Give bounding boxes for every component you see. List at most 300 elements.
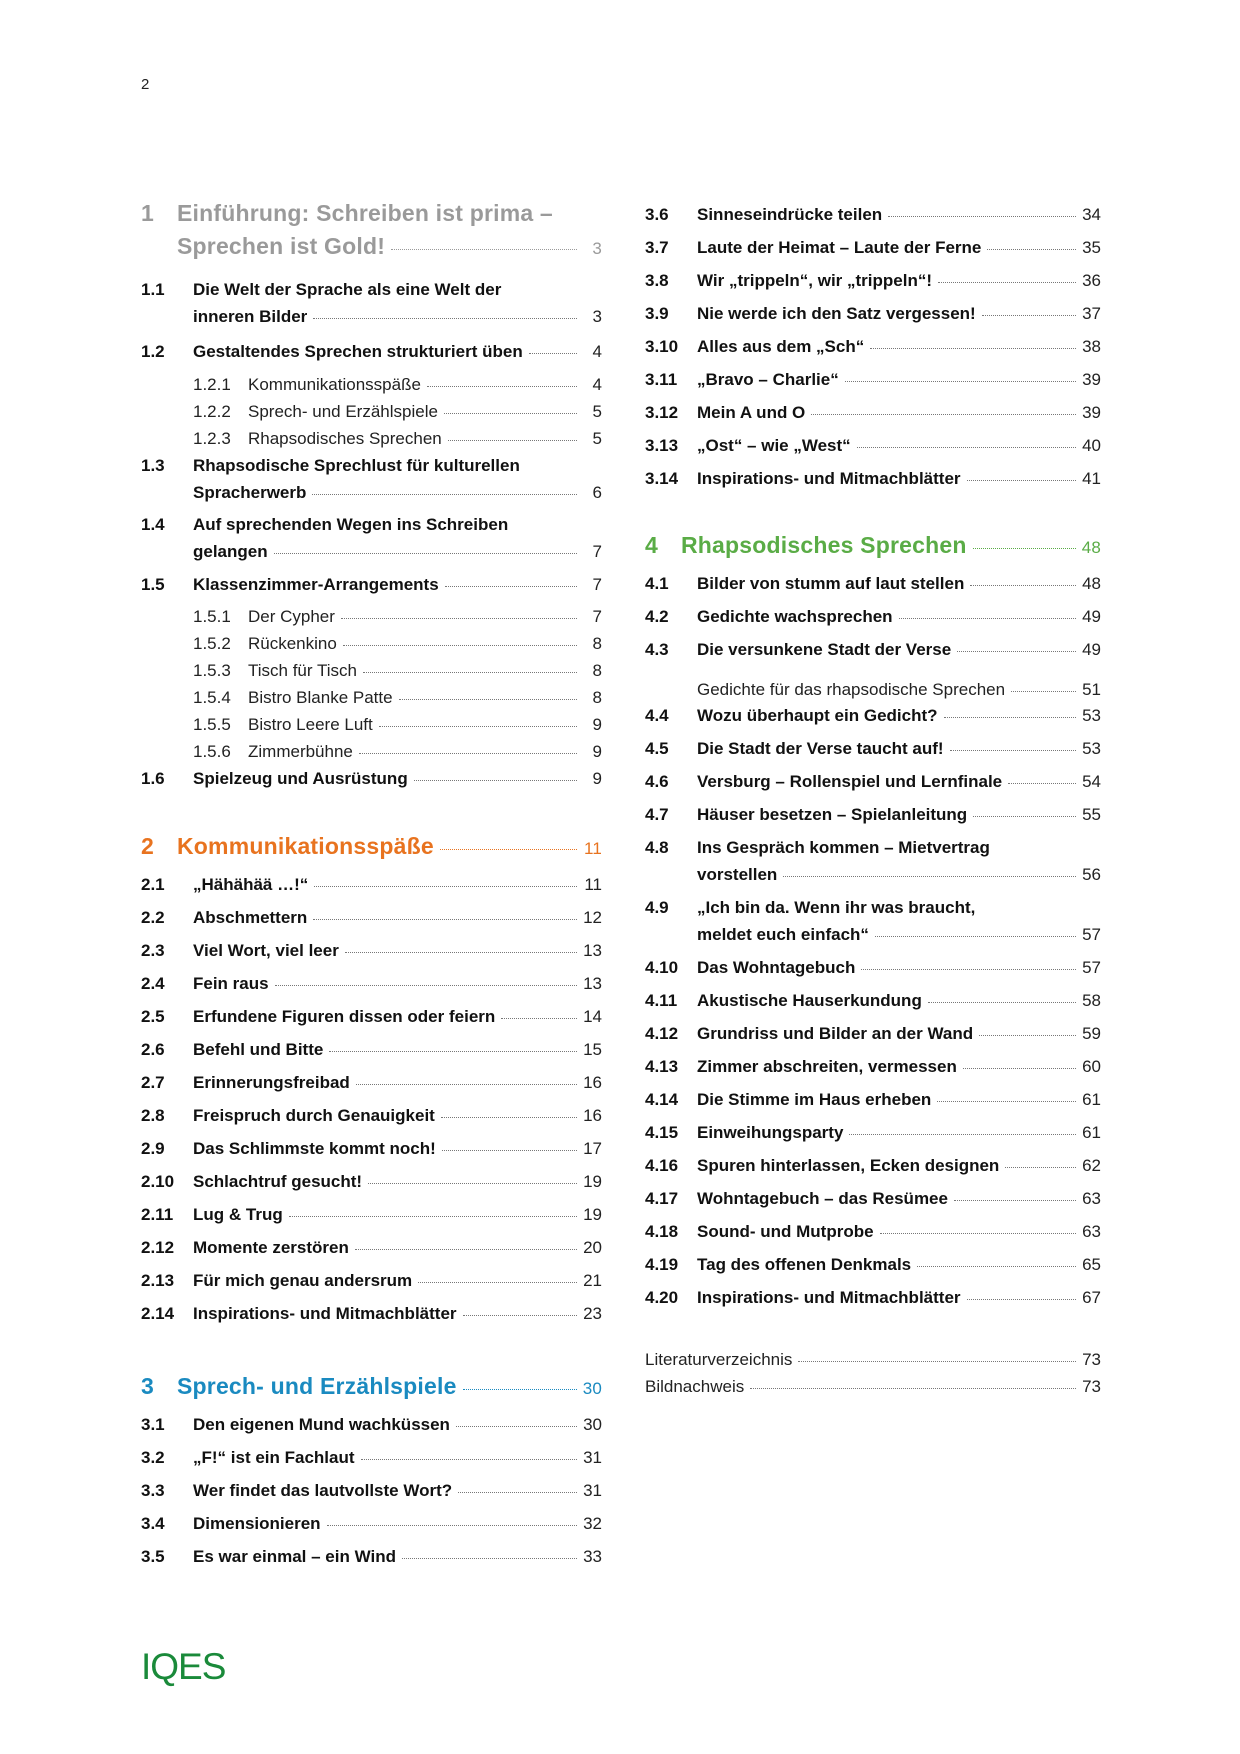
entry-title: „Ich bin da. Wenn ihr was braucht, — [697, 898, 976, 917]
entry-title: Wir „trippeln“, wir „trippeln“! — [697, 271, 933, 290]
toc-entry[interactable] — [645, 574, 1101, 594]
toc-entry[interactable] — [141, 1238, 602, 1258]
toc-entry[interactable] — [645, 991, 1101, 1011]
page-reference: 9 — [592, 769, 602, 788]
entry-title: gelangen — [193, 542, 268, 561]
toc-entry[interactable] — [645, 1288, 1101, 1308]
dot-leader — [967, 1299, 1076, 1300]
entry-number: 4.15 — [645, 1123, 679, 1142]
entry-number: 3 — [141, 1373, 154, 1399]
dot-leader — [967, 480, 1076, 481]
toc-entry[interactable] — [645, 403, 1101, 423]
entry-number: 4.10 — [645, 958, 679, 977]
toc-entry[interactable] — [141, 515, 602, 562]
page-reference: 53 — [1082, 739, 1101, 758]
toc-entry[interactable] — [645, 205, 1101, 225]
entry-number: 4.11 — [645, 991, 678, 1010]
page-reference: 5 — [592, 402, 602, 421]
entry-title: Schlachtruf gesucht! — [193, 1172, 363, 1191]
page-reference: 11 — [583, 839, 602, 858]
iqes-logo: IQES — [141, 1646, 226, 1687]
entry-number: 2.7 — [141, 1073, 165, 1092]
toc-entry[interactable] — [645, 680, 1101, 700]
entry-number: 4.13 — [645, 1057, 679, 1076]
dot-leader — [445, 586, 577, 587]
toc-entry[interactable] — [141, 908, 602, 928]
toc-entry[interactable] — [141, 974, 602, 994]
dot-leader — [798, 1361, 1076, 1362]
page-reference: 8 — [592, 688, 602, 707]
entry-title: Inspirations- und Mitmachblätter — [697, 469, 961, 488]
toc-entry[interactable] — [645, 805, 1101, 825]
entry-number: 3.9 — [645, 304, 669, 323]
toc-subsection-entry[interactable] — [141, 429, 602, 449]
page-reference: 51 — [1082, 680, 1101, 699]
entry-number: 4.7 — [645, 805, 669, 824]
dot-leader — [440, 849, 577, 850]
entry-title: Spielzeug und Ausrüstung — [193, 769, 408, 788]
page-reference: 63 — [1082, 1189, 1101, 1208]
toc-entry[interactable] — [141, 1172, 602, 1192]
dot-leader — [356, 1084, 577, 1085]
dot-leader — [456, 1426, 577, 1427]
entry-number: 1.4 — [141, 515, 165, 534]
entry-number: 2.6 — [141, 1040, 165, 1059]
entry-number: 3.5 — [141, 1547, 165, 1566]
toc-entry[interactable] — [645, 838, 1101, 885]
entry-number: 1.5 — [141, 575, 165, 594]
toc-entry[interactable] — [141, 1139, 602, 1159]
dot-leader — [355, 1249, 577, 1250]
toc-chapter-entry[interactable] — [645, 532, 1101, 559]
entry-title: Versburg – Rollenspiel und Lernfinale — [697, 772, 1003, 791]
dot-leader — [811, 414, 1076, 415]
entry-title: Gedichte wachsprechen — [697, 607, 893, 626]
entry-title: „Hähähää …!“ — [193, 875, 309, 894]
page-reference: 12 — [583, 908, 602, 927]
entry-number: 3.11 — [645, 370, 678, 389]
entry-title: Mein A und O — [697, 403, 806, 422]
dot-leader — [313, 919, 577, 920]
entry-number: 1.1 — [141, 280, 165, 299]
page-reference: 67 — [1082, 1288, 1101, 1307]
page-reference: 34 — [1082, 205, 1101, 224]
dot-leader — [1008, 783, 1076, 784]
toc-entry[interactable] — [645, 238, 1101, 258]
entry-title: Viel Wort, viel leer — [193, 941, 339, 960]
toc-entry[interactable] — [645, 337, 1101, 357]
toc-entry[interactable] — [645, 1350, 1101, 1370]
entry-title: „Ost“ – wie „West“ — [697, 436, 851, 455]
page-reference: 30 — [582, 1379, 602, 1398]
toc-entry[interactable] — [645, 706, 1101, 726]
page-reference: 57 — [1082, 958, 1101, 977]
dot-leader — [973, 548, 1076, 549]
entry-number: 4.8 — [645, 838, 669, 857]
entry-number: 3.7 — [645, 238, 669, 257]
page-reference: 73 — [1082, 1350, 1101, 1369]
toc-subsection-entry[interactable] — [141, 742, 602, 762]
page-reference: 39 — [1082, 370, 1101, 389]
entry-title: Kommunikationsspäße — [248, 375, 421, 394]
entry-title: Die Stadt der Verse taucht auf! — [697, 739, 944, 758]
entry-title: Tisch für Tisch — [248, 661, 357, 680]
entry-number: 3.12 — [645, 403, 679, 422]
entry-number: 4.4 — [645, 706, 669, 725]
dot-leader — [880, 1233, 1076, 1234]
entry-title: Es war einmal – ein Wind — [193, 1547, 396, 1566]
entry-title: Sinneseindrücke teilen — [697, 205, 883, 224]
toc-entry[interactable] — [645, 271, 1101, 291]
entry-number: 3.2 — [141, 1448, 165, 1467]
entry-number: 2.13 — [141, 1271, 175, 1290]
entry-title: Freispruch durch Genauigkeit — [193, 1106, 435, 1125]
page-reference: 49 — [1082, 640, 1101, 659]
toc-entry[interactable] — [141, 1304, 602, 1324]
toc-subsection-entry[interactable] — [141, 402, 602, 422]
page-reference: 73 — [1082, 1377, 1101, 1396]
entry-number: 1.5.2 — [193, 634, 231, 653]
dot-leader — [501, 1018, 577, 1019]
entry-number: 4.19 — [645, 1255, 679, 1274]
entry-number: 4.14 — [645, 1090, 679, 1109]
toc-entry[interactable] — [141, 342, 602, 362]
toc-entry[interactable] — [645, 1123, 1101, 1143]
entry-title: Sound- und Mutprobe — [697, 1222, 874, 1241]
toc-chapter-entry[interactable] — [141, 833, 602, 860]
entry-title: Lug & Trug — [193, 1205, 283, 1224]
page-reference: 5 — [592, 429, 602, 448]
entry-title: Ins Gespräch kommen – Mietvertrag — [697, 838, 990, 857]
toc-entry[interactable] — [141, 1514, 602, 1534]
entry-title: Rhapsodische Sprechlust für kulturellen — [193, 456, 520, 475]
toc-entry[interactable] — [645, 958, 1101, 978]
toc-entry[interactable] — [141, 1448, 602, 1468]
page-reference: 59 — [1082, 1024, 1101, 1043]
toc-entry[interactable] — [141, 575, 602, 595]
dot-leader — [463, 1389, 577, 1390]
dot-leader — [954, 1200, 1076, 1201]
entry-title: meldet euch einfach“ — [697, 925, 869, 944]
dot-leader — [414, 780, 577, 781]
toc-subsection-entry[interactable] — [141, 375, 602, 395]
entry-number: 3.6 — [645, 205, 669, 224]
toc-subsection-entry[interactable] — [141, 715, 602, 735]
entry-number: 3.10 — [645, 337, 679, 356]
entry-title: Grundriss und Bilder an der Wand — [697, 1024, 974, 1043]
entry-title: Spracherwerb — [193, 483, 307, 502]
entry-number: 3.8 — [645, 271, 669, 290]
entry-title: Sprech- und Erzählspiele — [177, 1373, 457, 1399]
entry-number: 4.6 — [645, 772, 669, 791]
entry-number: 2.1 — [141, 875, 165, 894]
page-reference: 3 — [592, 239, 602, 258]
entry-number: 3.13 — [645, 436, 679, 455]
entry-number: 4.2 — [645, 607, 669, 626]
entry-title: Einweihungsparty — [697, 1123, 844, 1142]
toc-entry[interactable] — [141, 875, 602, 895]
entry-title: Inspirations- und Mitmachblätter — [697, 1288, 961, 1307]
entry-number: 1.5.5 — [193, 715, 231, 734]
dot-leader — [391, 249, 577, 250]
dot-leader — [289, 1216, 577, 1217]
dot-leader — [979, 1035, 1076, 1036]
entry-number: 2.4 — [141, 974, 165, 993]
toc-entry[interactable] — [141, 1481, 602, 1501]
dot-leader — [938, 282, 1076, 283]
toc-subsection-entry[interactable] — [141, 661, 602, 681]
entry-title: Laute der Heimat – Laute der Ferne — [697, 238, 982, 257]
entry-number: 3.14 — [645, 469, 679, 488]
entry-number: 4 — [645, 532, 658, 558]
toc-entry[interactable] — [141, 1415, 602, 1435]
dot-leader — [870, 348, 1076, 349]
entry-title: Bistro Blanke Patte — [248, 688, 393, 707]
page-reference: 54 — [1082, 772, 1101, 791]
dot-leader — [973, 816, 1076, 817]
entry-title: Fein raus — [193, 974, 269, 993]
dot-leader — [368, 1183, 577, 1184]
page-reference: 3 — [592, 307, 602, 326]
dot-leader — [418, 1282, 577, 1283]
page-reference: 32 — [583, 1514, 602, 1533]
entry-number: 2.5 — [141, 1007, 165, 1026]
entry-number: 2.3 — [141, 941, 165, 960]
page-reference: 4 — [592, 375, 602, 394]
entry-title: Alles aus dem „Sch“ — [697, 337, 865, 356]
toc-entry[interactable] — [645, 1377, 1101, 1397]
dot-leader — [379, 726, 577, 727]
page-reference: 35 — [1082, 238, 1101, 257]
page-reference: 33 — [583, 1547, 602, 1566]
page-reference: 55 — [1082, 805, 1101, 824]
page-reference: 15 — [583, 1040, 602, 1059]
dot-leader — [427, 386, 577, 387]
entry-title: Der Cypher — [248, 607, 335, 626]
page-reference: 48 — [1082, 574, 1101, 593]
entry-number: 3.4 — [141, 1514, 165, 1533]
entry-title: Rückenkino — [248, 634, 337, 653]
entry-number: 4.9 — [645, 898, 669, 917]
entry-title: Akustische Hauserkundung — [697, 991, 922, 1010]
entry-number: 1.2 — [141, 342, 165, 361]
page-reference: 9 — [592, 715, 602, 734]
dot-leader — [343, 645, 577, 646]
dot-leader — [359, 753, 577, 754]
entry-title: „F!“ ist ein Fachlaut — [193, 1448, 355, 1467]
dot-leader — [327, 1525, 577, 1526]
dot-leader — [312, 494, 577, 495]
toc-entry[interactable] — [141, 456, 602, 503]
entry-title: Befehl und Bitte — [193, 1040, 324, 1059]
toc-entry[interactable] — [141, 1040, 602, 1060]
dot-leader — [275, 985, 577, 986]
entry-title: Sprech- und Erzählspiele — [248, 402, 438, 421]
dot-leader — [458, 1492, 577, 1493]
page-reference: 13 — [583, 941, 602, 960]
page-reference: 37 — [1082, 304, 1101, 323]
dot-leader — [463, 1315, 577, 1316]
toc-subsection-entry[interactable] — [141, 634, 602, 654]
toc-entry[interactable] — [645, 1255, 1101, 1275]
dot-leader — [928, 1002, 1076, 1003]
entry-number: 1.3 — [141, 456, 165, 475]
dot-leader — [345, 952, 577, 953]
dot-leader — [970, 585, 1076, 586]
toc-entry[interactable] — [141, 1073, 602, 1093]
page-reference: 61 — [1082, 1090, 1101, 1109]
entry-title: Die versunkene Stadt der Verse — [697, 640, 952, 659]
entry-number: 2 — [141, 833, 154, 859]
entry-number: 4.16 — [645, 1156, 679, 1175]
toc-entry[interactable] — [141, 769, 602, 789]
page-reference: 36 — [1082, 271, 1101, 290]
page-reference: 60 — [1082, 1057, 1101, 1076]
page-reference: 23 — [583, 1304, 602, 1323]
entry-title: Zimmer abschreiten, vermessen — [697, 1057, 957, 1076]
page-reference: 61 — [1082, 1123, 1101, 1142]
dot-leader — [917, 1266, 1076, 1267]
dot-leader — [899, 618, 1076, 619]
toc-entry[interactable] — [141, 1547, 602, 1567]
toc-entry[interactable] — [645, 370, 1101, 390]
page-reference: 13 — [583, 974, 602, 993]
page-reference: 58 — [1082, 991, 1101, 1010]
entry-title: Wohntagebuch – das Resümee — [697, 1189, 948, 1208]
page-reference: 57 — [1082, 925, 1101, 944]
entry-title: Inspirations- und Mitmachblätter — [193, 1304, 457, 1323]
page-number: 2 — [141, 76, 150, 93]
dot-leader — [845, 381, 1076, 382]
entry-number: 1.2.1 — [193, 375, 231, 394]
dot-leader — [448, 440, 577, 441]
dot-leader — [861, 969, 1076, 970]
toc-entry[interactable] — [645, 304, 1101, 324]
entry-title: Abschmettern — [193, 908, 308, 927]
dot-leader — [313, 318, 577, 319]
entry-number: 2.8 — [141, 1106, 165, 1125]
toc-entry[interactable] — [645, 1024, 1101, 1044]
toc-entry[interactable] — [645, 1189, 1101, 1209]
page-reference: 63 — [1082, 1222, 1101, 1241]
dot-leader — [783, 876, 1076, 877]
toc-chapter-entry[interactable] — [141, 200, 602, 260]
dot-leader — [363, 672, 577, 673]
toc-entry[interactable] — [645, 607, 1101, 627]
toc-entry[interactable] — [141, 941, 602, 961]
entry-title: Spuren hinterlassen, Ecken designen — [697, 1156, 1000, 1175]
toc-entry[interactable] — [141, 1007, 602, 1027]
entry-number: 4.5 — [645, 739, 669, 758]
toc-entry[interactable] — [645, 898, 1101, 945]
entry-number: 2.12 — [141, 1238, 175, 1257]
entry-number: 2.11 — [141, 1205, 174, 1224]
toc-entry[interactable] — [645, 1156, 1101, 1176]
entry-title: Das Schlimmste kommt noch! — [193, 1139, 436, 1158]
entry-number: 1.5.6 — [193, 742, 231, 761]
entry-title: Nie werde ich den Satz vergessen! — [697, 304, 976, 323]
dot-leader — [857, 447, 1076, 448]
entry-number: 2.2 — [141, 908, 165, 927]
dot-leader — [329, 1051, 577, 1052]
entry-title: Für mich genau andersrum — [193, 1271, 413, 1290]
toc-entry[interactable] — [645, 436, 1101, 456]
entry-number: 2.9 — [141, 1139, 165, 1158]
dot-leader — [444, 413, 577, 414]
toc-entry[interactable] — [645, 739, 1101, 759]
entry-title: Das Wohntagebuch — [697, 958, 856, 977]
page-reference: 7 — [592, 575, 602, 594]
entry-title: Die Welt der Sprache als eine Welt der — [193, 280, 502, 299]
entry-number: 3.1 — [141, 1415, 165, 1434]
entry-title: Bildnachweis — [645, 1377, 745, 1396]
entry-title: Dimensionieren — [193, 1514, 321, 1533]
entry-title: Gestaltendes Sprechen strukturiert üben — [193, 342, 523, 361]
entry-title: Den eigenen Mund wachküssen — [193, 1415, 450, 1434]
page-reference: 19 — [583, 1205, 602, 1224]
entry-number: 1.5.1 — [193, 607, 231, 626]
toc-entry[interactable] — [645, 469, 1101, 489]
entry-title: „Bravo – Charlie“ — [697, 370, 839, 389]
entry-title: Erinnerungsfreibad — [193, 1073, 350, 1092]
page-reference: 41 — [1082, 469, 1101, 488]
toc-entry[interactable] — [645, 1090, 1101, 1110]
page-reference: 16 — [583, 1073, 602, 1092]
entry-title: Bilder von stumm auf laut stellen — [697, 574, 965, 593]
toc-entry[interactable] — [645, 1222, 1101, 1242]
page-reference: 20 — [583, 1238, 602, 1257]
page-reference: 17 — [583, 1139, 602, 1158]
dot-leader — [529, 353, 577, 354]
dot-leader — [399, 699, 577, 700]
entry-title: vorstellen — [697, 865, 778, 884]
entry-title: Literaturverzeichnis — [645, 1350, 793, 1369]
page-reference: 48 — [1081, 538, 1101, 557]
toc-chapter-entry[interactable] — [141, 1373, 602, 1400]
page-reference: 56 — [1082, 865, 1101, 884]
dot-leader — [957, 651, 1076, 652]
page-reference: 31 — [583, 1481, 602, 1500]
toc-subsection-entry[interactable] — [141, 607, 602, 627]
toc-entry[interactable] — [141, 1106, 602, 1126]
entry-number: 4.18 — [645, 1222, 679, 1241]
toc-entry[interactable] — [645, 1057, 1101, 1077]
dot-leader — [875, 936, 1076, 937]
entry-number: 1.2.2 — [193, 402, 231, 421]
toc-entry[interactable] — [645, 640, 1101, 660]
entry-title: Rhapsodisches Sprechen — [248, 429, 442, 448]
entry-title: Auf sprechenden Wegen ins Schreiben — [193, 515, 509, 534]
page-reference: 53 — [1082, 706, 1101, 725]
dot-leader — [849, 1134, 1076, 1135]
entry-title: Tag des offenen Denkmals — [697, 1255, 912, 1274]
dot-leader — [441, 1117, 577, 1118]
toc-entry[interactable] — [141, 1205, 602, 1225]
entry-number: 1.2.3 — [193, 429, 231, 448]
toc-subsection-entry[interactable] — [141, 688, 602, 708]
page-reference: 19 — [583, 1172, 602, 1191]
toc-entry[interactable] — [141, 280, 602, 327]
entry-number: 1.5.3 — [193, 661, 231, 680]
dot-leader — [888, 216, 1076, 217]
page-reference: 9 — [592, 742, 602, 761]
entry-title: Häuser besetzen – Spielanleitung — [697, 805, 968, 824]
toc-entry[interactable] — [645, 772, 1101, 792]
page-reference: 65 — [1082, 1255, 1101, 1274]
page-reference: 38 — [1082, 337, 1101, 356]
toc-entry[interactable] — [141, 1271, 602, 1291]
entry-title: Gedichte für das rhapsodische Sprechen — [697, 680, 1006, 699]
